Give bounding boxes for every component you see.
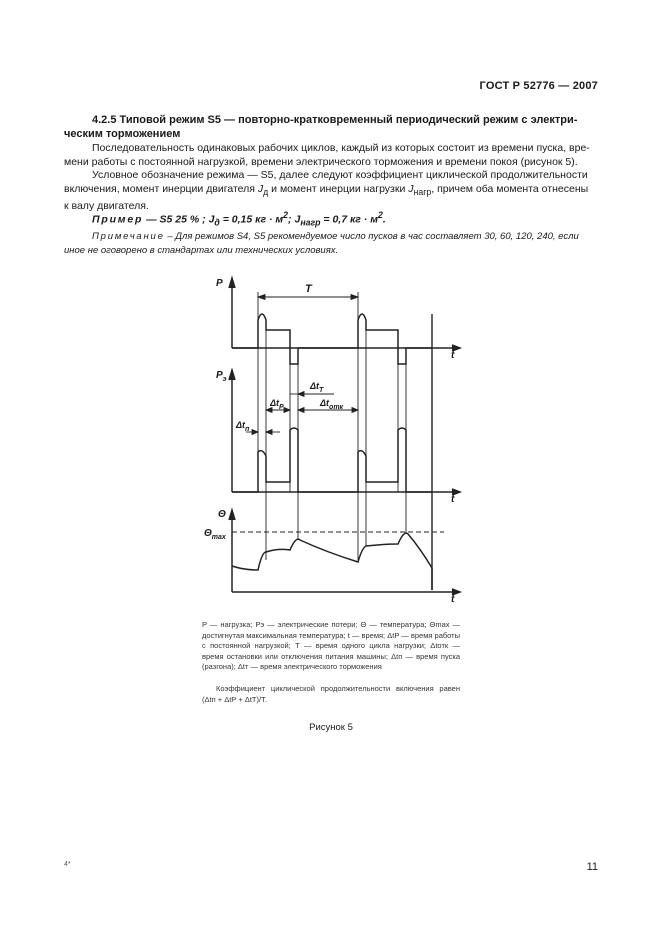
example-text-b: = 0,15 кг · м bbox=[219, 213, 284, 226]
coefficient-text: Коэффициент циклической продолжительности включения равен (Δtп + ΔtР + ΔtТ)/T. bbox=[202, 684, 460, 704]
p2-jn-sub: нагр bbox=[413, 187, 432, 198]
section-title-line2: ческим торможением bbox=[64, 128, 181, 140]
example-j1: J bbox=[208, 213, 215, 226]
p2-text-c: , причем оба момента отнесены bbox=[431, 183, 589, 195]
label-t-1: t bbox=[451, 350, 455, 361]
example-sup2: 2 bbox=[378, 210, 383, 220]
footnote-mark: 4* bbox=[64, 861, 71, 868]
p2-jd-sub: д bbox=[263, 187, 269, 198]
label-dtn: $\Delta t_п$ bbox=[236, 420, 250, 433]
p2-text-b: и момент инерции нагрузки bbox=[268, 183, 409, 195]
paragraph-2-line3: к валу двигателя. bbox=[64, 200, 149, 213]
label-theta-max: $\Theta_{max}$ bbox=[204, 528, 226, 541]
example-sup1: 2 bbox=[283, 210, 289, 220]
label-Pe: $P_э$ bbox=[216, 370, 227, 383]
pe-waveform bbox=[232, 428, 432, 492]
section-title-line1: 4.2.5 Типовой режим S5 — повторно-кратковременный периодический режим с электри- bbox=[92, 114, 578, 126]
label-t-3: t bbox=[451, 594, 455, 605]
note-text-1: – Для режимов S4, S5 рекомендуемое число пусков в час составляет 30, 60, 120, 240, если bbox=[164, 231, 579, 242]
label-theta: Θ bbox=[218, 509, 226, 520]
p2-jd: J bbox=[257, 183, 264, 195]
theta-waveform bbox=[232, 533, 432, 590]
example-text-e: . bbox=[382, 213, 386, 226]
figure-coefficient bbox=[202, 684, 460, 705]
label-T: T bbox=[305, 283, 312, 295]
note-line2: иное не оговорено в стандартах или технических условиях. bbox=[64, 245, 339, 256]
example-text-a: — S5 25 % ; bbox=[143, 213, 209, 226]
example-text-d: = 0,7 кг · м bbox=[320, 213, 378, 226]
page-number: 11 bbox=[586, 861, 598, 873]
example-j2-sub: нагр bbox=[300, 217, 321, 228]
label-t-2: t bbox=[451, 494, 455, 505]
figure-legend: P — нагрузка; Pэ — электрические потери; Θ — температура; Θmax — достигнутая максимальная температура; t — время; ΔtP — время работы с постоянной нагрузкой; T — время одного цикла нагрузки; Δtотк — время остановки или отключения питания машины; Δtп — время пуска (разгона); Δtт — время электрического торможения bbox=[202, 620, 460, 672]
label-dtT: $\Delta t_T$ bbox=[310, 381, 324, 394]
paragraph-2-line1: Условное обозначение режима — S5, далее следуют коэффициент циклической продолжительности bbox=[92, 169, 588, 181]
example-text-c: ; bbox=[288, 213, 295, 226]
example-label: Пример bbox=[92, 213, 144, 226]
p-waveform bbox=[232, 314, 432, 364]
label-dtP: $\Delta t_P$ bbox=[270, 398, 284, 411]
note-label: Примечание bbox=[92, 231, 165, 242]
label-P: P bbox=[216, 278, 223, 289]
document-header: ГОСТ Р 52776 — 2007 bbox=[479, 80, 598, 92]
label-dtotk: $\Delta t_{отк}$ bbox=[320, 398, 344, 411]
paragraph-1-line2: мени работы с постоянной нагрузкой, времени электрического торможения и времени покоя (рисунок 5). bbox=[64, 156, 578, 168]
paragraph-1-line1: Последовательность одинаковых рабочих циклов, каждый из которых состоит из времени пуска, вре- bbox=[92, 142, 590, 154]
figure-caption: Рисунок 5 bbox=[309, 722, 353, 733]
p2-jn: J bbox=[408, 183, 414, 195]
example-j2: J bbox=[294, 213, 301, 226]
p2-text-a: включения, момент инерции двигателя bbox=[64, 183, 258, 195]
example-j1-sub: д bbox=[214, 217, 220, 228]
